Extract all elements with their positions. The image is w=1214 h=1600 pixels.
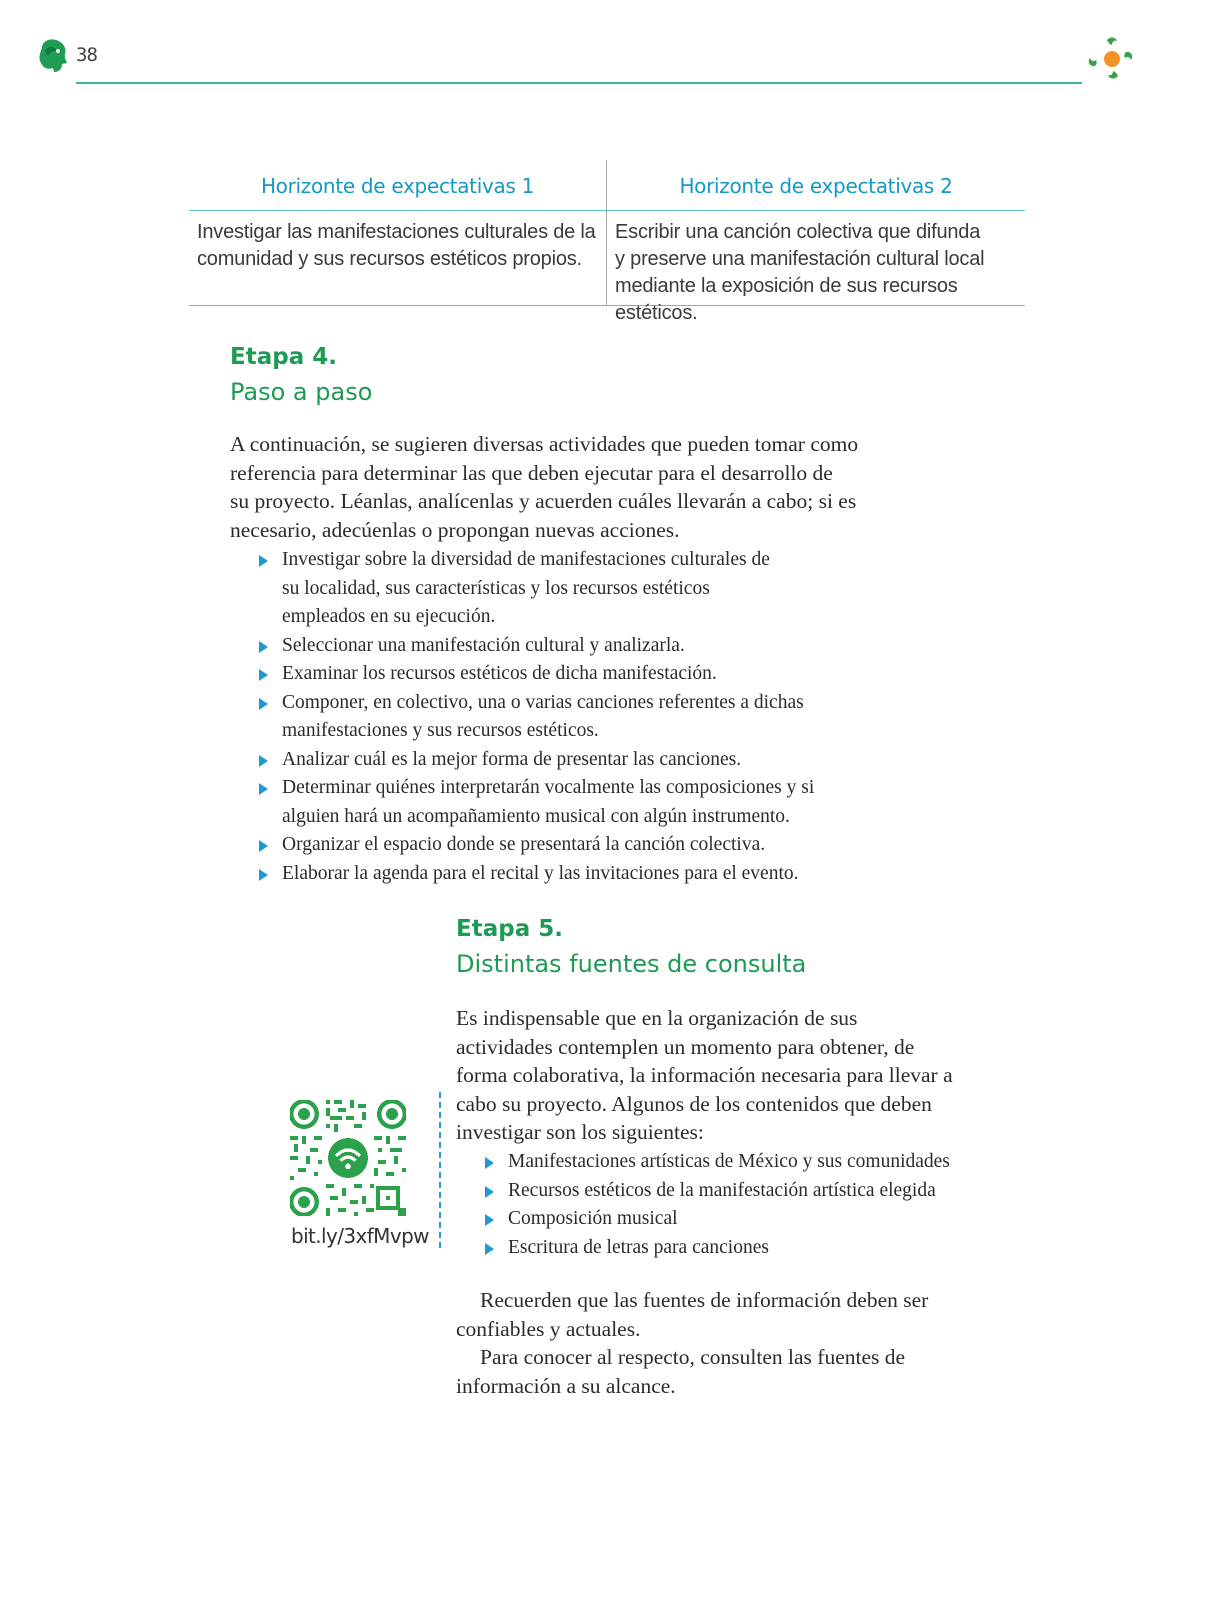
flower-emblem-icon: [1086, 34, 1140, 84]
table-header-2: Horizonte de expectativas 2: [679, 174, 953, 198]
bullet-triangle-icon: [485, 1243, 494, 1255]
bullet-triangle-icon: [259, 840, 268, 852]
text-line: Investigar sobre la diversidad de manifestaciones culturales de: [282, 549, 770, 570]
text-line: forma colaborativa, la información necesaria para llevar a: [456, 1063, 953, 1087]
cell-line: Escribir una canción colectiva que difunda: [615, 221, 981, 243]
text-line: información a su alcance.: [456, 1373, 676, 1398]
text-line: su localidad, sus características y los recursos estéticos: [282, 577, 710, 599]
qr-code-icon[interactable]: [290, 1100, 406, 1216]
cell-line: mediante la exposición de sus recursos estéticos.: [615, 275, 958, 324]
page-number: 38: [76, 44, 97, 66]
text-line: Para conocer al respecto, consulten las fuentes de: [480, 1345, 906, 1369]
bullet-triangle-icon: [259, 669, 268, 681]
table-header-row: [189, 160, 1025, 211]
text-line: referencia para determinar las que deben ejecutar para el desarrollo de: [230, 460, 833, 485]
stage5-title: Etapa 5.: [456, 916, 563, 942]
text-line: Determinar quiénes interpretarán vocalmente las composiciones y si: [282, 777, 815, 798]
stage5-content-list: [482, 1148, 1002, 1262]
text-line: su proyecto. Léanlas, analícenlas y acuerden cuáles llevarán a cabo; si es: [230, 489, 857, 513]
text-line: Componer, en colectivo, una o varias canciones referentes a dichas: [282, 691, 804, 713]
text-line: cabo su proyecto. Algunos de los contenidos que deben: [456, 1091, 932, 1116]
text-line: necesario, adecúenlas o propongan nuevas acciones.: [230, 517, 680, 542]
stage5-intro: [456, 1004, 1016, 1147]
bullet-triangle-icon: [485, 1214, 494, 1226]
bullet-triangle-icon: [259, 698, 268, 710]
green-head-logo-icon: [36, 38, 68, 74]
bullet-triangle-icon: [485, 1186, 494, 1198]
list-item: [256, 660, 896, 689]
bullet-triangle-icon: [259, 783, 268, 795]
qr-divider: [439, 1092, 441, 1248]
bullet-triangle-icon: [259, 755, 268, 767]
text-line: Organizar el espacio donde se presentará la canción colectiva.: [282, 834, 766, 855]
text-line: Es indispensable que en la organización de sus: [456, 1006, 858, 1030]
bullet-triangle-icon: [259, 641, 268, 653]
list-item: [482, 1234, 1002, 1263]
stage4-subtitle: Paso a paso: [230, 378, 373, 406]
qr-link-text[interactable]: bit.ly/3xfMvpw: [291, 1224, 429, 1248]
bullet-triangle-icon: [485, 1157, 494, 1169]
stage4-activity-list: [256, 546, 896, 888]
header-rule: [76, 82, 1082, 84]
expectations-table: [189, 160, 1025, 324]
list-item: [256, 746, 896, 775]
text-line: Elaborar la agenda para el recital y las invitaciones para el evento.: [282, 862, 799, 884]
list-item: [482, 1205, 1002, 1234]
text-line: investigar son los siguientes:: [456, 1120, 704, 1144]
text-line: Escritura de letras para canciones: [508, 1236, 769, 1258]
stage4-title: Etapa 4.: [230, 344, 337, 370]
bullet-triangle-icon: [259, 555, 268, 567]
cell-line: Investigar las manifestaciones culturales de la: [197, 221, 596, 243]
text-line: Seleccionar una manifestación cultural y analizarla.: [282, 634, 685, 656]
list-item: [256, 546, 896, 632]
list-item: [256, 774, 896, 831]
text-line: Recuerden que las fuentes de información deben ser: [480, 1288, 929, 1312]
text-line: Analizar cuál es la mejor forma de presentar las canciones.: [282, 748, 742, 770]
list-item: [482, 1148, 1002, 1177]
bullet-triangle-icon: [259, 869, 268, 881]
table-header-1: Horizonte de expectativas 1: [189, 160, 607, 210]
text-line: actividades contemplen un momento para obtener, de: [456, 1034, 915, 1059]
text-line: Examinar los recursos estéticos de dicha manifestación.: [282, 663, 717, 684]
table-cell-2: [607, 211, 1025, 324]
stage4-intro: [230, 430, 930, 544]
text-line: confiables y actuales.: [456, 1316, 641, 1341]
text-line: Manifestaciones artísticas de México y sus comunidades: [508, 1151, 950, 1172]
stage5-subtitle: Distintas fuentes de consulta: [456, 950, 807, 978]
text-line: manifestaciones y sus recursos estéticos.: [282, 720, 599, 741]
list-item: [256, 632, 896, 661]
cell-line: comunidad y sus recursos estéticos propios.: [197, 248, 582, 270]
text-line: Composición musical: [508, 1208, 678, 1229]
list-item: [256, 831, 896, 860]
text-line: empleados en su ejecución.: [282, 606, 496, 627]
list-item: [256, 689, 896, 746]
stage5-closing: [456, 1286, 1016, 1400]
text-line: alguien hará un acompañamiento musical con algún instrumento.: [282, 805, 790, 827]
table-cell-1: [189, 211, 607, 305]
list-item: [256, 860, 896, 889]
text-line: Recursos estéticos de la manifestación artística elegida: [508, 1179, 936, 1201]
table-row: [189, 211, 1025, 324]
cell-line: y preserve una manifestación cultural local: [615, 248, 985, 270]
text-line: A continuación, se sugieren diversas actividades que pueden tomar como: [230, 432, 859, 456]
list-item: [482, 1177, 1002, 1206]
